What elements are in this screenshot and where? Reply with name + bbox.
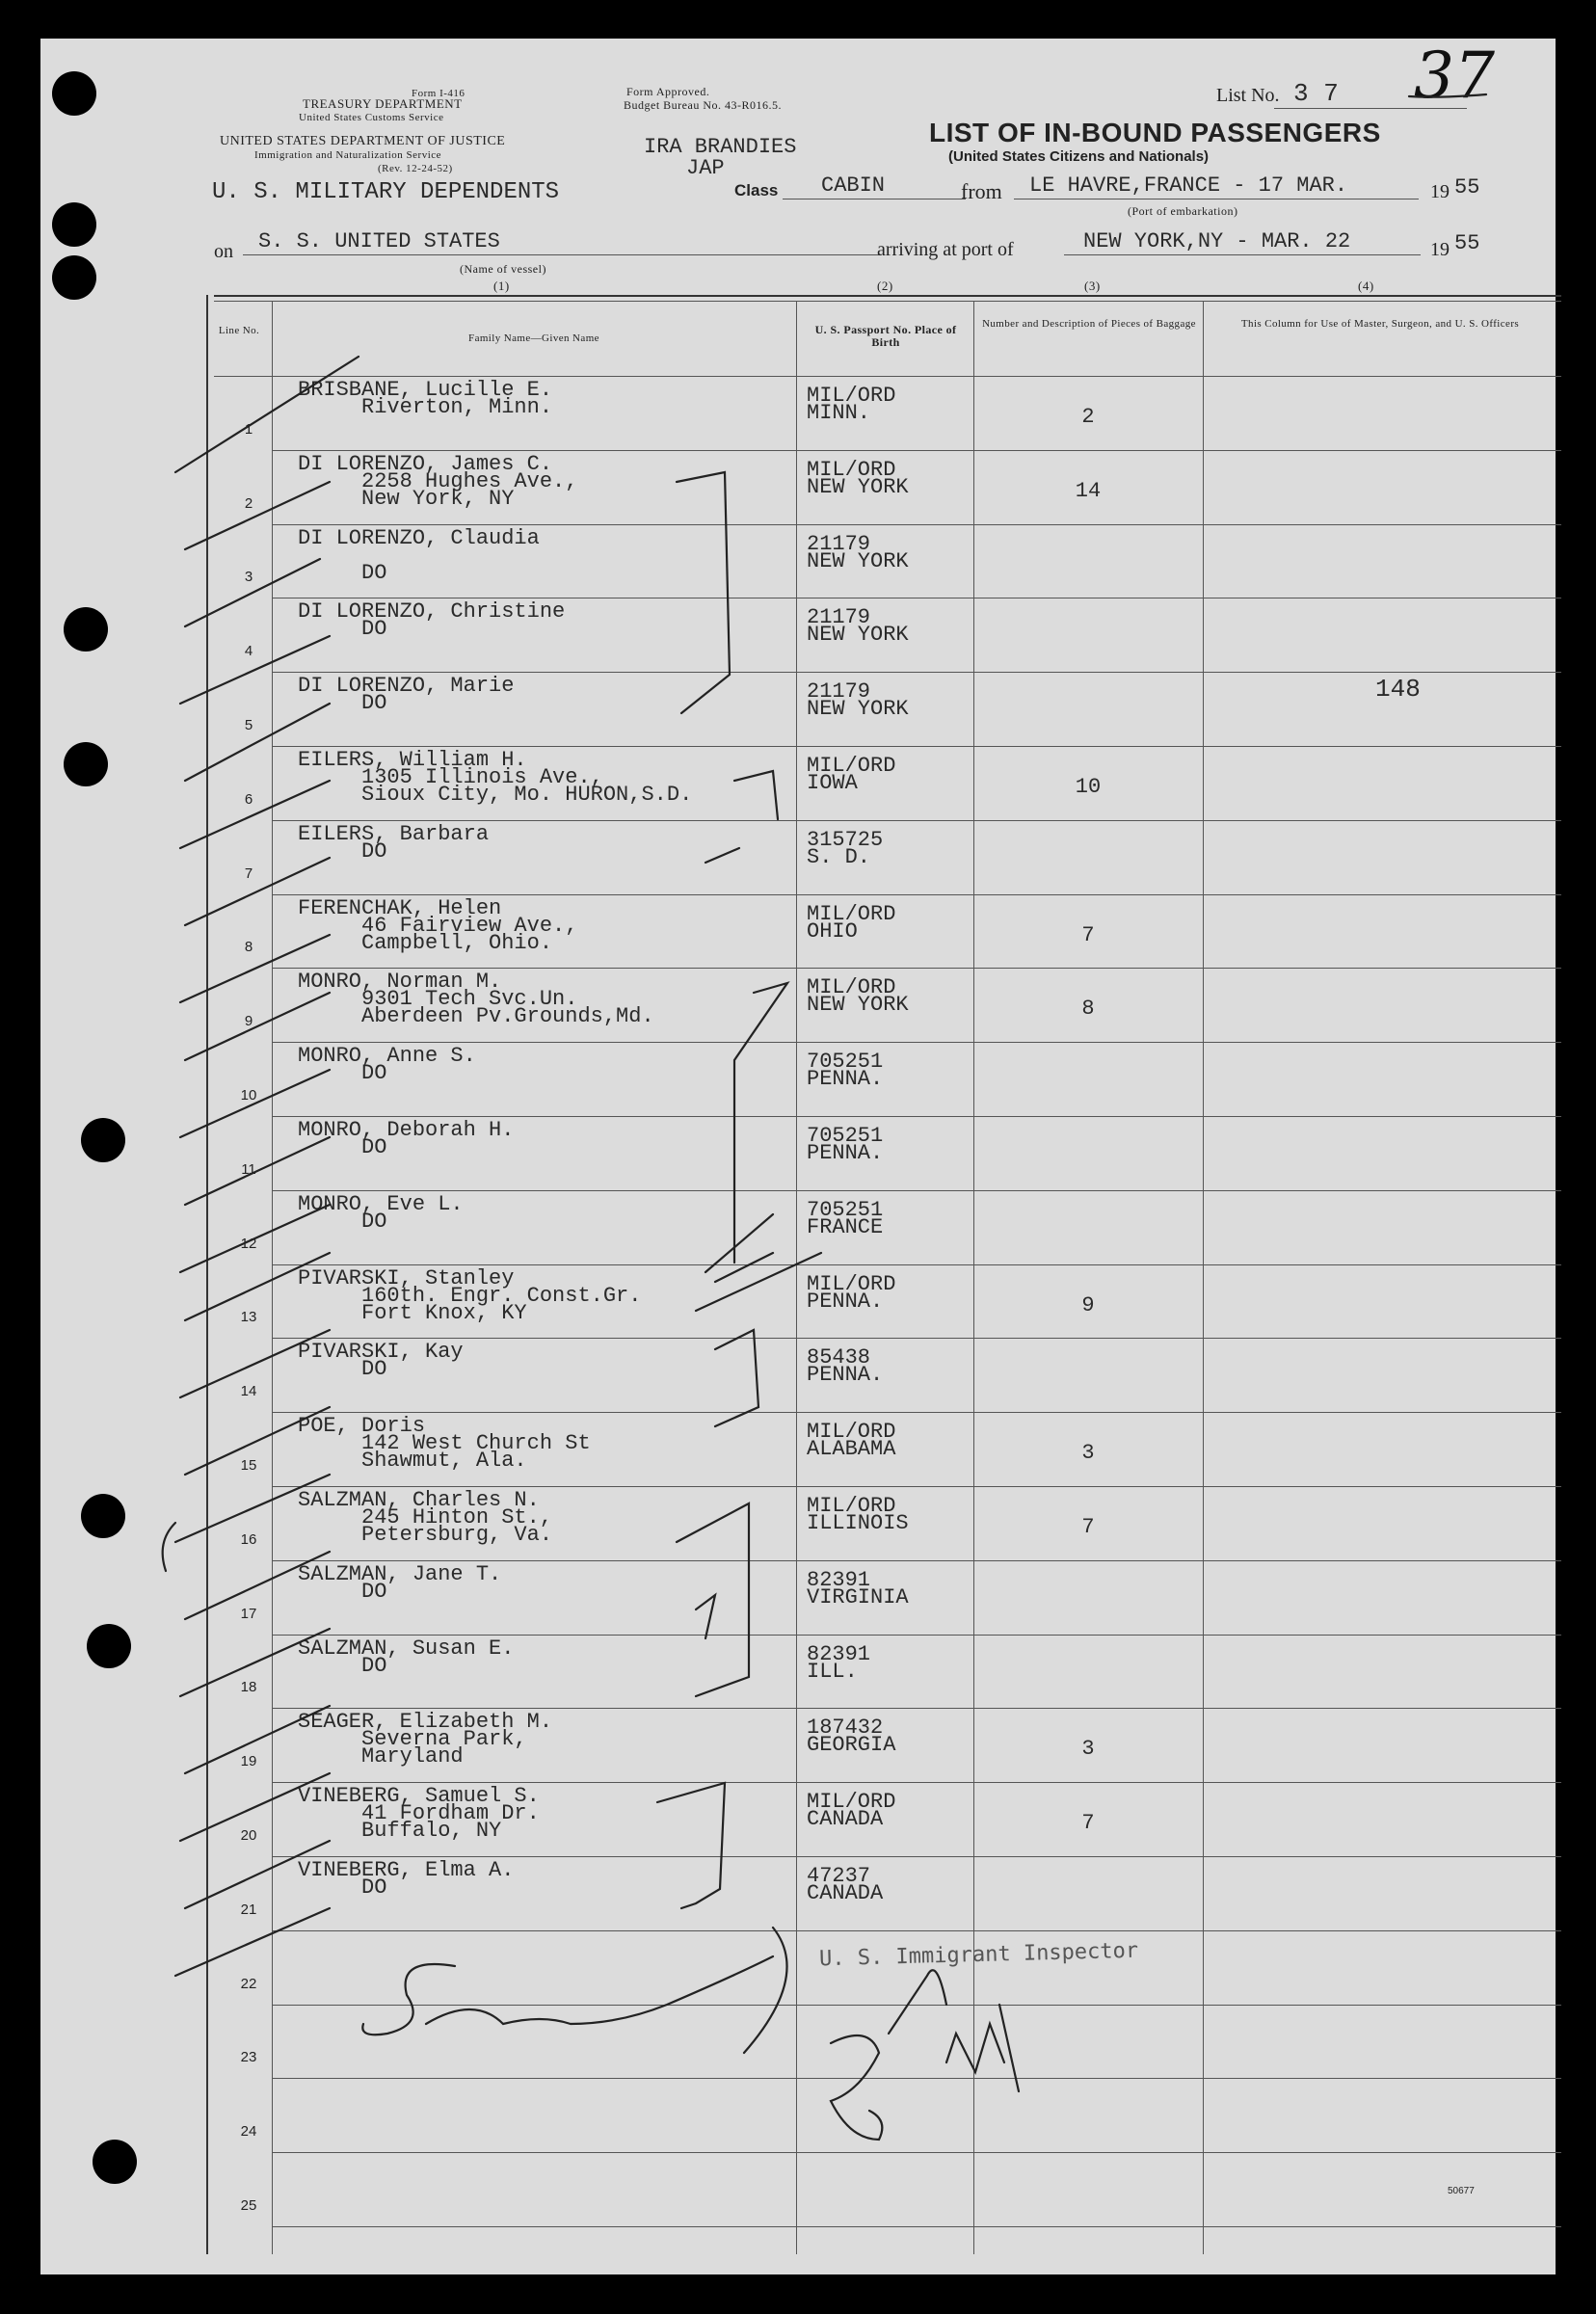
passenger-name: DI LORENZO, James C. 2258 Hughes Ave., New York, NY [298, 451, 578, 511]
passport-birthplace: MIL/ORD IOWA [807, 754, 896, 795]
from-year-prefix: 19 [1430, 181, 1450, 202]
baggage-count: 14 [1075, 478, 1102, 503]
line-number: 17 [240, 1605, 257, 1622]
punch-hole [52, 202, 96, 247]
baggage-count: 10 [1075, 775, 1102, 799]
column-number-2: (2) [877, 279, 893, 293]
line-number: 25 [240, 2196, 257, 2214]
footer-code: 50677 [1448, 2186, 1475, 2196]
punch-hole [52, 255, 96, 300]
passport-birthplace: 705251 PENNA. [807, 1050, 884, 1092]
passport-birthplace: MIL/ORD NEW YORK [807, 457, 909, 499]
passenger-name: PIVARSKI, Stanley 160th. Engr. Const.Gr. Fort Knox, KY [298, 1265, 642, 1325]
column-header-baggage: Number and Description of Pieces of Baggage [982, 318, 1196, 330]
column-header-passport: U. S. Passport No. Place of Birth [814, 323, 957, 349]
passenger-name: DI LORENZO, Marie DO [298, 674, 515, 716]
baggage-count: 8 [1081, 997, 1095, 1022]
passport-birthplace: 705251 PENNA. [807, 1124, 884, 1165]
budget-bureau: Budget Bureau No. 43-R016.5. [624, 98, 782, 112]
passport-birthplace: 82391 ILL. [807, 1641, 871, 1684]
passenger-name: MONRO, Norman M. 9301 Tech Svc.Un. Aberdeen Pv.Grounds,Md. [298, 970, 654, 1029]
line-number: 2 [244, 494, 253, 512]
passport-birthplace: 47237 CANADA [807, 1864, 884, 1905]
passport-birthplace: 21179 NEW YORK [807, 531, 909, 573]
officer-note: 148 [1375, 675, 1421, 704]
passenger-name: POE, Doris 142 West Church St Shawmut, Ala. [298, 1414, 591, 1474]
line-number: 15 [240, 1456, 257, 1474]
baggage-count: 3 [1081, 1737, 1095, 1762]
punch-hole [52, 71, 96, 116]
arriving-value: NEW YORK,NY - MAR. 22 [1083, 229, 1351, 253]
line-number: 11 [241, 1160, 256, 1178]
vessel-name: S. S. UNITED STATES [258, 229, 500, 253]
line-number: 24 [240, 2123, 257, 2141]
passport-birthplace: 315725 S. D. [807, 827, 884, 869]
passenger-name: MONRO, Deborah H. DO [298, 1118, 515, 1159]
passenger-name: EILERS, William H. 1305 Illinois Ave., Sioux City, Mo. HURON,S.D. [298, 748, 693, 807]
treasury-department: TREASURY DEPARTMENT [303, 96, 463, 111]
line-number: 14 [240, 1383, 257, 1400]
form-number: Form I-416 [412, 88, 466, 99]
class-label: Class [734, 181, 779, 199]
passport-birthplace: 21179 NEW YORK [807, 605, 909, 648]
line-number: 19 [240, 1753, 257, 1770]
passenger-name: FERENCHAK, Helen 46 Fairview Ave., Campbell, Ohio. [298, 895, 578, 955]
line-number: 8 [244, 939, 253, 956]
column-number-3: (3) [1084, 279, 1101, 293]
passport-birthplace: MIL/ORD PENNA. [807, 1271, 896, 1314]
passenger-name: DI LORENZO, Claudia DO [298, 525, 540, 585]
column-number-4: (4) [1358, 279, 1374, 293]
military-dependents: U. S. MILITARY DEPENDENTS [212, 179, 560, 205]
passport-birthplace: 187432 GEORGIA [807, 1716, 896, 1758]
customs-service: United States Customs Service [299, 112, 444, 123]
line-number: 20 [240, 1826, 257, 1844]
baggage-count: 2 [1081, 405, 1095, 429]
from-label: from [961, 179, 1002, 203]
passport-birthplace: 21179 NEW YORK [807, 679, 909, 722]
handwritten-marks [40, 39, 1556, 2274]
passenger-name: SALZMAN, Susan E. DO [298, 1636, 515, 1678]
passenger-name: BRISBANE, Lucille E. Riverton, Minn. [298, 378, 553, 419]
passport-birthplace: 85438 PENNA. [807, 1345, 884, 1388]
passenger-name: MONRO, Eve L. DO [298, 1191, 464, 1234]
line-number: 21 [240, 1901, 257, 1918]
passport-birthplace: MIL/ORD MINN. [807, 384, 896, 425]
arriving-label: arriving at port of [877, 239, 1014, 260]
baggage-count: 7 [1081, 1515, 1095, 1539]
baggage-count: 7 [1081, 1811, 1095, 1836]
class-value: CABIN [821, 173, 886, 198]
form-title: LIST OF IN-BOUND PASSENGERS [929, 118, 1381, 147]
arrival-year: 55 [1454, 231, 1480, 255]
line-number: 9 [244, 1013, 253, 1030]
passport-birthplace: 82391 VIRGINIA [807, 1567, 909, 1609]
immigration-service: Immigration and Naturalization Service [254, 149, 442, 161]
line-number: 3 [244, 569, 253, 586]
punch-hole [81, 1118, 125, 1162]
line-number: 13 [240, 1309, 257, 1326]
from-value: LE HAVRE,FRANCE - 17 MAR. [1029, 173, 1348, 198]
passenger-name: DI LORENZO, Christine DO [298, 599, 566, 642]
agent-line-1: IRA BRANDIES [644, 135, 797, 159]
list-number: 3 7 [1293, 79, 1339, 108]
line-number: 12 [240, 1235, 257, 1252]
line-number: 1 [244, 420, 253, 438]
line-number: 22 [240, 1975, 257, 1992]
vessel-note: (Name of vessel) [460, 262, 546, 276]
line-number: 6 [244, 790, 253, 808]
passenger-name: VINEBERG, Elma A. DO [298, 1858, 515, 1900]
form-approved: Form Approved. [626, 85, 710, 98]
punch-hole [81, 1494, 125, 1538]
form-subtitle: (United States Citizens and Nationals) [948, 148, 1210, 165]
passport-birthplace: MIL/ORD OHIO [807, 901, 896, 944]
passenger-name: EILERS, Barbara DO [298, 821, 490, 864]
column-header-name: Family Name—Given Name [468, 332, 599, 344]
passenger-name: MONRO, Anne S. DO [298, 1044, 476, 1086]
line-number: 4 [244, 643, 253, 660]
list-number-label: List No. [1216, 85, 1280, 106]
column-header-line-no: Line No. [218, 325, 260, 336]
agent-line-2: JAP [686, 156, 725, 180]
passport-birthplace: MIL/ORD CANADA [807, 1790, 896, 1832]
baggage-count: 3 [1081, 1441, 1095, 1466]
passenger-name: PIVARSKI, Kay DO [298, 1340, 464, 1382]
arrival-year-prefix: 19 [1430, 239, 1450, 260]
line-number: 5 [244, 716, 253, 733]
punch-hole [64, 607, 108, 652]
line-number: 18 [240, 1679, 257, 1696]
port-embarkation-note: (Port of embarkation) [1128, 204, 1238, 218]
punch-hole [64, 742, 108, 786]
punch-hole [87, 1624, 131, 1668]
passenger-name: SALZMAN, Jane T. DO [298, 1561, 502, 1604]
line-number: 7 [244, 864, 253, 882]
list-number-handwritten: 37 [1414, 39, 1495, 113]
passport-birthplace: MIL/ORD NEW YORK [807, 975, 909, 1018]
passport-birthplace: 705251 FRANCE [807, 1197, 884, 1239]
punch-hole [93, 2140, 137, 2184]
passenger-name: VINEBERG, Samuel S. 41 Fordham Dr. Buffalo, NY [298, 1784, 540, 1844]
from-year: 55 [1454, 175, 1480, 199]
line-number: 23 [240, 2049, 257, 2066]
on-label: on [214, 241, 233, 262]
baggage-count: 7 [1081, 922, 1095, 947]
line-number: 16 [240, 1530, 257, 1548]
inspector-stamp: U. S. Immigrant Inspector [818, 1938, 1139, 1972]
passenger-name: SALZMAN, Charles N. 245 Hinton St., Petersburg, Va. [298, 1488, 553, 1547]
column-number-1: (1) [493, 279, 510, 293]
passport-birthplace: MIL/ORD ILLINOIS [807, 1494, 909, 1535]
line-number: 10 [240, 1086, 257, 1104]
justice-department: UNITED STATES DEPARTMENT OF JUSTICE [220, 134, 506, 148]
column-header-officers: This Column for Use of Master, Surgeon, and U. S. Officers [1240, 318, 1520, 330]
form-page [40, 39, 1556, 2274]
baggage-count: 9 [1081, 1292, 1095, 1317]
revision-date: (Rev. 12-24-52) [378, 163, 453, 174]
passenger-name: SEAGER, Elizabeth M. Severna Park, Maryland [298, 1710, 553, 1769]
passport-birthplace: MIL/ORD ALABAMA [807, 1420, 896, 1462]
